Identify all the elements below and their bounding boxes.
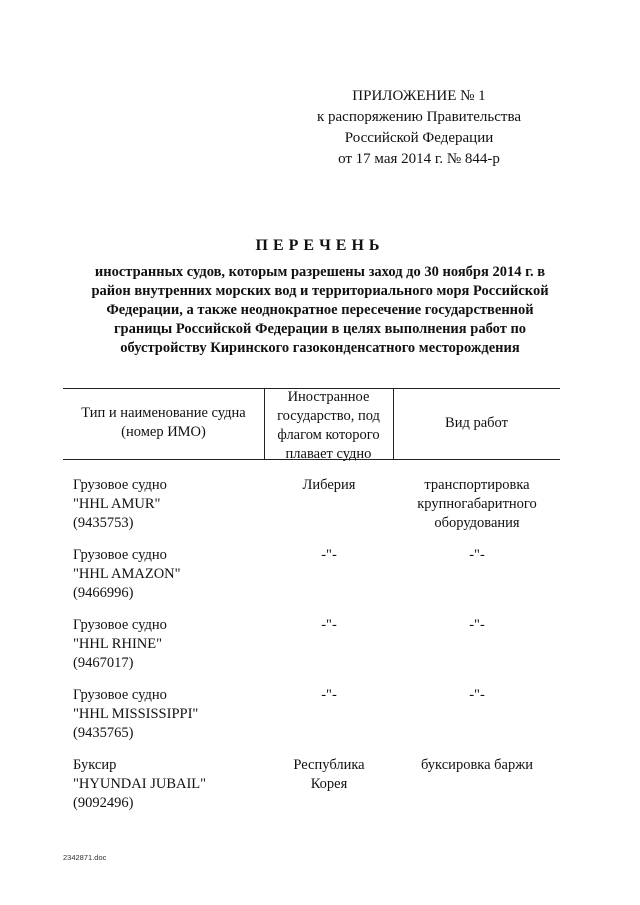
header-flag-line: государство, под xyxy=(277,408,380,424)
flag-state: Республика xyxy=(293,757,365,773)
table-row-work xyxy=(392,546,562,565)
appendix-government: Российской Федерации xyxy=(344,130,494,146)
vessel-type: Грузовое судно xyxy=(73,687,167,703)
vessel-imo: (9467017) xyxy=(73,655,134,671)
header-flag-line: флагом которого xyxy=(277,427,380,443)
vessel-imo: (9092496) xyxy=(73,795,134,811)
work-type: -"- xyxy=(469,687,485,703)
work-type: -"- xyxy=(469,547,485,563)
table-row-work xyxy=(392,616,562,635)
header-work-line: Вид работ xyxy=(445,415,508,431)
flag-state: -"- xyxy=(321,617,337,633)
vessel-imo: (9435753) xyxy=(73,515,134,531)
table-row-flag xyxy=(264,756,394,794)
vessel-type: Грузовое судно xyxy=(73,547,167,563)
work-type: оборудования xyxy=(434,515,520,531)
appendix-date-number: от 17 мая 2014 г. № 844-р xyxy=(338,151,500,167)
vessel-type: Грузовое судно xyxy=(73,617,167,633)
document-title: ПЕРЕЧЕНЬ xyxy=(255,237,385,254)
subtitle-line: границы Российской Федерации в целях выполнения работ по xyxy=(113,321,527,337)
header-flag xyxy=(264,388,393,464)
work-type: буксировка баржи xyxy=(420,757,534,773)
header-vessel-line: Тип и наименование судна xyxy=(81,405,246,421)
subtitle-line: район внутренних морских вод и территориального моря Российской xyxy=(91,283,549,299)
table-row-flag xyxy=(264,476,394,495)
subtitle-line: иностранных судов, которым разрешены заход до 30 ноября 2014 г. в xyxy=(94,264,546,280)
vessel-name: "HHL RHINE" xyxy=(73,636,163,652)
appendix-block xyxy=(300,86,538,170)
vessel-name: "HYUNDAI JUBAIL" xyxy=(73,776,207,792)
flag-state: -"- xyxy=(321,547,337,563)
work-type: крупногабаритного xyxy=(417,496,537,512)
table-row-vessel xyxy=(73,756,273,813)
header-flag-line: плавает судно xyxy=(285,446,372,462)
file-reference: 2342871.doc xyxy=(63,853,107,862)
appendix-label: ПРИЛОЖЕНИЕ № 1 xyxy=(352,88,486,104)
table-row-vessel xyxy=(73,686,273,743)
table-row-work xyxy=(392,756,562,775)
subtitle-line: Федерации, а также неоднократное пересечение государственной xyxy=(106,302,534,318)
appendix-order-ref: к распоряжению Правительства xyxy=(316,109,521,125)
vessel-type: Буксир xyxy=(73,757,117,773)
document-subtitle xyxy=(70,263,570,358)
header-vessel xyxy=(63,404,264,442)
flag-state: -"- xyxy=(321,687,337,703)
vessel-name: "HHL AMAZON" xyxy=(73,566,181,582)
vessel-imo: (9435765) xyxy=(73,725,134,741)
subtitle-line: обустройству Киринского газоконденсатного месторождения xyxy=(120,340,520,356)
flag-state: Либерия xyxy=(302,477,356,493)
work-type: транспортировка xyxy=(424,477,530,493)
header-work-type xyxy=(393,414,560,433)
vessel-imo: (9466996) xyxy=(73,585,134,601)
table-row-work xyxy=(392,476,562,533)
header-flag-line: Иностранное xyxy=(287,389,370,405)
table-row-flag xyxy=(264,546,394,565)
work-type: -"- xyxy=(469,617,485,633)
table-row-work xyxy=(392,686,562,705)
table-row-vessel xyxy=(73,546,273,603)
header-vessel-line: (номер ИМО) xyxy=(121,424,206,440)
flag-state: Корея xyxy=(310,776,348,792)
vessel-name: "HHL AMUR" xyxy=(73,496,161,512)
table-row-flag xyxy=(264,686,394,705)
vessel-type: Грузовое судно xyxy=(73,477,167,493)
vessel-name: "HHL MISSISSIPPI" xyxy=(73,706,199,722)
table-row-flag xyxy=(264,616,394,635)
table-row-vessel xyxy=(73,616,273,673)
table-row-vessel xyxy=(73,476,273,533)
